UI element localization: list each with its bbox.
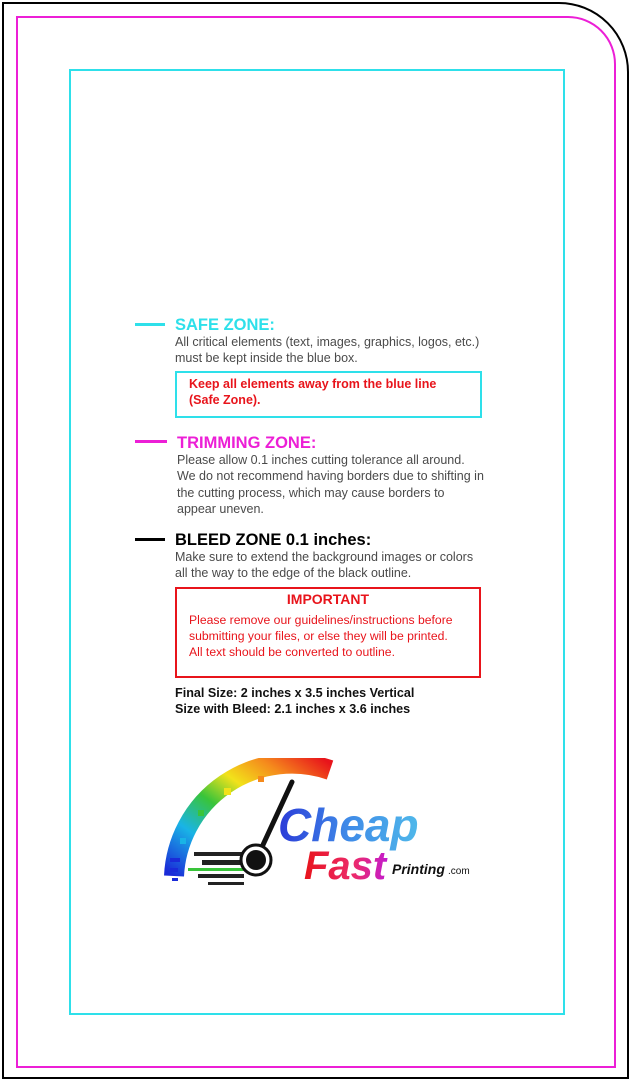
- trimming-zone-line-4: appear uneven.: [177, 501, 264, 516]
- important-title: IMPORTANT: [286, 591, 370, 607]
- bleed-zone-marker: [135, 538, 165, 541]
- bleed-zone-description: [175, 549, 473, 582]
- bleed-zone-title: BLEED ZONE 0.1 inches:: [175, 531, 372, 549]
- safe-zone-line-1: All critical elements (text, images, graphics, logos, etc.): [175, 335, 480, 349]
- trimming-zone-title: TRIMMING ZONE:: [177, 434, 317, 452]
- trimming-zone-marker: [135, 440, 167, 443]
- final-size: Final Size: 2 inches x 3.5 inches Vertical: [175, 686, 415, 700]
- size-info: [175, 685, 414, 717]
- trimming-zone-line-3: the cutting process, which may cause borders to: [177, 485, 445, 500]
- logo-domain-suffix: .com: [448, 866, 470, 877]
- safe-zone-notice-line-2: (Safe Zone).: [189, 393, 261, 407]
- safe-zone-notice-line-1: Keep all elements away from the blue line: [189, 377, 437, 391]
- bleed-size: Size with Bleed: 2.1 inches x 3.6 inches: [175, 702, 411, 716]
- important-line-2: submitting your files, or else they will be printed.: [189, 629, 448, 643]
- logo-word-cheap: Cheap: [278, 799, 419, 851]
- important-notice: [189, 612, 453, 660]
- important-line-1: Please remove our guidelines/instructions before: [189, 613, 453, 627]
- safe-zone-line-2: must be kept inside the blue box.: [175, 351, 358, 366]
- gauge-hub: [246, 850, 266, 870]
- logo-word-fast: Fast: [304, 844, 387, 888]
- logo-word-printing: Printing: [392, 861, 445, 877]
- trimming-zone-description: [177, 452, 484, 517]
- bleed-zone-line-2: all the way to the edge of the black outline.: [175, 566, 412, 581]
- cheap-fast-printing-logo: [158, 758, 478, 898]
- safe-zone-marker: [135, 323, 165, 326]
- important-line-3: All text should be converted to outline.: [189, 645, 395, 659]
- trimming-zone-line-1: Please allow 0.1 inches cutting tolerance all around.: [177, 453, 465, 467]
- trimming-zone-line-2: We do not recommend having borders due to shifting in: [177, 469, 484, 484]
- safe-zone-description: [175, 334, 479, 367]
- safe-zone-title: SAFE ZONE:: [175, 316, 275, 334]
- speed-streaks: [188, 852, 246, 885]
- bleed-zone-line-1: Make sure to extend the background images or colors: [175, 550, 474, 564]
- safe-zone-notice: [189, 376, 436, 408]
